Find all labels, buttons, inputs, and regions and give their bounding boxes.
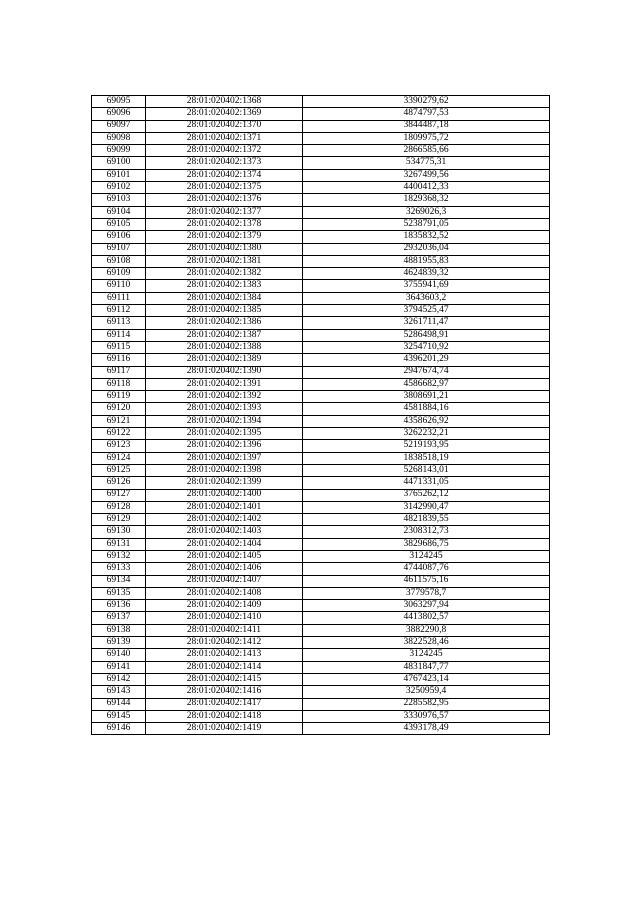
value-cell: 4396201,29 bbox=[303, 354, 550, 366]
row-number-cell: 69097 bbox=[92, 120, 146, 132]
value-cell: 4767423,14 bbox=[303, 673, 550, 685]
table-row bbox=[92, 391, 550, 403]
table-row bbox=[92, 440, 550, 452]
table-row bbox=[92, 501, 550, 513]
cadastral-number-cell: 28:01:020402:1370 bbox=[146, 120, 303, 132]
value-cell: 3330976,57 bbox=[303, 710, 550, 722]
table-row bbox=[92, 329, 550, 341]
table-row bbox=[92, 157, 550, 169]
value-cell: 3755941,69 bbox=[303, 280, 550, 292]
value-cell: 4624839,32 bbox=[303, 268, 550, 280]
row-number-cell: 69102 bbox=[92, 182, 146, 194]
row-number-cell: 69145 bbox=[92, 710, 146, 722]
cadastral-number-cell: 28:01:020402:1381 bbox=[146, 255, 303, 267]
registry-table bbox=[91, 95, 550, 735]
table-row bbox=[92, 206, 550, 218]
row-number-cell: 69125 bbox=[92, 464, 146, 476]
table-row bbox=[92, 268, 550, 280]
table-row bbox=[92, 280, 550, 292]
value-cell: 4611575,16 bbox=[303, 575, 550, 587]
row-number-cell: 69130 bbox=[92, 526, 146, 538]
cadastral-number-cell: 28:01:020402:1404 bbox=[146, 538, 303, 550]
cadastral-number-cell: 28:01:020402:1395 bbox=[146, 428, 303, 440]
cadastral-number-cell: 28:01:020402:1388 bbox=[146, 341, 303, 353]
value-cell: 3250959,4 bbox=[303, 686, 550, 698]
value-cell: 5238791,05 bbox=[303, 218, 550, 230]
table-row bbox=[92, 354, 550, 366]
table-row bbox=[92, 464, 550, 476]
cadastral-number-cell: 28:01:020402:1369 bbox=[146, 108, 303, 120]
row-number-cell: 69129 bbox=[92, 514, 146, 526]
cadastral-number-cell: 28:01:020402:1410 bbox=[146, 612, 303, 624]
row-number-cell: 69143 bbox=[92, 686, 146, 698]
table-row bbox=[92, 428, 550, 440]
row-number-cell: 69110 bbox=[92, 280, 146, 292]
table-row bbox=[92, 169, 550, 181]
value-cell: 2932036,04 bbox=[303, 243, 550, 255]
row-number-cell: 69132 bbox=[92, 550, 146, 562]
value-cell: 5268143,01 bbox=[303, 464, 550, 476]
value-cell: 4413802,57 bbox=[303, 612, 550, 624]
row-number-cell: 69117 bbox=[92, 366, 146, 378]
cadastral-number-cell: 28:01:020402:1394 bbox=[146, 415, 303, 427]
value-cell: 3261711,47 bbox=[303, 317, 550, 329]
table-row bbox=[92, 255, 550, 267]
cadastral-number-cell: 28:01:020402:1412 bbox=[146, 637, 303, 649]
value-cell: 4358626,92 bbox=[303, 415, 550, 427]
table-row bbox=[92, 526, 550, 538]
cadastral-number-cell: 28:01:020402:1405 bbox=[146, 550, 303, 562]
table-row bbox=[92, 538, 550, 550]
cadastral-number-cell: 28:01:020402:1368 bbox=[146, 96, 303, 108]
cadastral-number-cell: 28:01:020402:1407 bbox=[146, 575, 303, 587]
value-cell: 3124245 bbox=[303, 550, 550, 562]
table-row bbox=[92, 194, 550, 206]
table-row bbox=[92, 378, 550, 390]
value-cell: 5219193,95 bbox=[303, 440, 550, 452]
cadastral-number-cell: 28:01:020402:1372 bbox=[146, 145, 303, 157]
row-number-cell: 69100 bbox=[92, 157, 146, 169]
table-row bbox=[92, 477, 550, 489]
cadastral-number-cell: 28:01:020402:1400 bbox=[146, 489, 303, 501]
value-cell: 4821839,55 bbox=[303, 514, 550, 526]
value-cell: 1809975,72 bbox=[303, 132, 550, 144]
cadastral-number-cell: 28:01:020402:1393 bbox=[146, 403, 303, 415]
table-row bbox=[92, 452, 550, 464]
cadastral-number-cell: 28:01:020402:1374 bbox=[146, 169, 303, 181]
row-number-cell: 69118 bbox=[92, 378, 146, 390]
value-cell: 5286498,91 bbox=[303, 329, 550, 341]
table-row bbox=[92, 587, 550, 599]
row-number-cell: 69138 bbox=[92, 624, 146, 636]
cadastral-number-cell: 28:01:020402:1413 bbox=[146, 649, 303, 661]
value-cell: 3269026,3 bbox=[303, 206, 550, 218]
value-cell: 3063297,94 bbox=[303, 600, 550, 612]
cadastral-number-cell: 28:01:020402:1414 bbox=[146, 661, 303, 673]
row-number-cell: 69095 bbox=[92, 96, 146, 108]
row-number-cell: 69106 bbox=[92, 231, 146, 243]
table-row bbox=[92, 624, 550, 636]
cadastral-number-cell: 28:01:020402:1371 bbox=[146, 132, 303, 144]
row-number-cell: 69135 bbox=[92, 587, 146, 599]
row-number-cell: 69105 bbox=[92, 218, 146, 230]
row-number-cell: 69109 bbox=[92, 268, 146, 280]
row-number-cell: 69124 bbox=[92, 452, 146, 464]
row-number-cell: 69146 bbox=[92, 723, 146, 735]
cadastral-number-cell: 28:01:020402:1409 bbox=[146, 600, 303, 612]
value-cell: 3267499,56 bbox=[303, 169, 550, 181]
row-number-cell: 69141 bbox=[92, 661, 146, 673]
table-row bbox=[92, 550, 550, 562]
value-cell: 3390279,62 bbox=[303, 96, 550, 108]
cadastral-number-cell: 28:01:020402:1383 bbox=[146, 280, 303, 292]
row-number-cell: 69112 bbox=[92, 305, 146, 317]
table-row bbox=[92, 612, 550, 624]
table-row bbox=[92, 292, 550, 304]
value-cell: 3829686,75 bbox=[303, 538, 550, 550]
cadastral-number-cell: 28:01:020402:1376 bbox=[146, 194, 303, 206]
registry-table-body bbox=[92, 96, 550, 735]
value-cell: 2308312,73 bbox=[303, 526, 550, 538]
table-row bbox=[92, 649, 550, 661]
cadastral-number-cell: 28:01:020402:1378 bbox=[146, 218, 303, 230]
row-number-cell: 69103 bbox=[92, 194, 146, 206]
table-row bbox=[92, 305, 550, 317]
value-cell: 3765262,12 bbox=[303, 489, 550, 501]
row-number-cell: 69137 bbox=[92, 612, 146, 624]
cadastral-number-cell: 28:01:020402:1406 bbox=[146, 563, 303, 575]
value-cell: 3142990,47 bbox=[303, 501, 550, 513]
table-row bbox=[92, 600, 550, 612]
table-row bbox=[92, 96, 550, 108]
row-number-cell: 69126 bbox=[92, 477, 146, 489]
table-row bbox=[92, 403, 550, 415]
value-cell: 4744087,76 bbox=[303, 563, 550, 575]
cadastral-number-cell: 28:01:020402:1411 bbox=[146, 624, 303, 636]
row-number-cell: 69128 bbox=[92, 501, 146, 513]
table-row bbox=[92, 120, 550, 132]
row-number-cell: 69139 bbox=[92, 637, 146, 649]
value-cell: 4874797,53 bbox=[303, 108, 550, 120]
row-number-cell: 69113 bbox=[92, 317, 146, 329]
value-cell: 2947674,74 bbox=[303, 366, 550, 378]
table-row bbox=[92, 723, 550, 735]
value-cell: 1829368,32 bbox=[303, 194, 550, 206]
value-cell: 4471331,05 bbox=[303, 477, 550, 489]
value-cell: 3822528,46 bbox=[303, 637, 550, 649]
value-cell: 1835832,52 bbox=[303, 231, 550, 243]
row-number-cell: 69119 bbox=[92, 391, 146, 403]
row-number-cell: 69134 bbox=[92, 575, 146, 587]
value-cell: 4881955,83 bbox=[303, 255, 550, 267]
table-row bbox=[92, 489, 550, 501]
table-row bbox=[92, 686, 550, 698]
row-number-cell: 69111 bbox=[92, 292, 146, 304]
row-number-cell: 69142 bbox=[92, 673, 146, 685]
cadastral-number-cell: 28:01:020402:1416 bbox=[146, 686, 303, 698]
table-row bbox=[92, 317, 550, 329]
value-cell: 3882290,8 bbox=[303, 624, 550, 636]
cadastral-number-cell: 28:01:020402:1396 bbox=[146, 440, 303, 452]
cadastral-number-cell: 28:01:020402:1408 bbox=[146, 587, 303, 599]
cadastral-number-cell: 28:01:020402:1387 bbox=[146, 329, 303, 341]
row-number-cell: 69099 bbox=[92, 145, 146, 157]
cadastral-number-cell: 28:01:020402:1417 bbox=[146, 698, 303, 710]
cadastral-number-cell: 28:01:020402:1392 bbox=[146, 391, 303, 403]
row-number-cell: 69120 bbox=[92, 403, 146, 415]
row-number-cell: 69107 bbox=[92, 243, 146, 255]
cadastral-number-cell: 28:01:020402:1377 bbox=[146, 206, 303, 218]
row-number-cell: 69115 bbox=[92, 341, 146, 353]
row-number-cell: 69101 bbox=[92, 169, 146, 181]
table-row bbox=[92, 218, 550, 230]
cadastral-number-cell: 28:01:020402:1386 bbox=[146, 317, 303, 329]
value-cell: 2285582,95 bbox=[303, 698, 550, 710]
value-cell: 3643603,2 bbox=[303, 292, 550, 304]
row-number-cell: 69122 bbox=[92, 428, 146, 440]
value-cell: 1838518,19 bbox=[303, 452, 550, 464]
table-row bbox=[92, 673, 550, 685]
table-row bbox=[92, 341, 550, 353]
value-cell: 4586682,97 bbox=[303, 378, 550, 390]
row-number-cell: 69144 bbox=[92, 698, 146, 710]
value-cell: 4831847,77 bbox=[303, 661, 550, 673]
row-number-cell: 69131 bbox=[92, 538, 146, 550]
cadastral-number-cell: 28:01:020402:1403 bbox=[146, 526, 303, 538]
row-number-cell: 69108 bbox=[92, 255, 146, 267]
table-row bbox=[92, 132, 550, 144]
row-number-cell: 69096 bbox=[92, 108, 146, 120]
cadastral-number-cell: 28:01:020402:1391 bbox=[146, 378, 303, 390]
table-row bbox=[92, 415, 550, 427]
row-number-cell: 69116 bbox=[92, 354, 146, 366]
value-cell: 3844487,18 bbox=[303, 120, 550, 132]
row-number-cell: 69098 bbox=[92, 132, 146, 144]
cadastral-number-cell: 28:01:020402:1384 bbox=[146, 292, 303, 304]
value-cell: 4393178,49 bbox=[303, 723, 550, 735]
value-cell: 4581884,16 bbox=[303, 403, 550, 415]
cadastral-number-cell: 28:01:020402:1382 bbox=[146, 268, 303, 280]
cadastral-number-cell: 28:01:020402:1419 bbox=[146, 723, 303, 735]
table-row bbox=[92, 182, 550, 194]
row-number-cell: 69114 bbox=[92, 329, 146, 341]
table-row bbox=[92, 710, 550, 722]
row-number-cell: 69133 bbox=[92, 563, 146, 575]
table-row bbox=[92, 637, 550, 649]
cadastral-number-cell: 28:01:020402:1418 bbox=[146, 710, 303, 722]
cadastral-number-cell: 28:01:020402:1399 bbox=[146, 477, 303, 489]
cadastral-number-cell: 28:01:020402:1379 bbox=[146, 231, 303, 243]
value-cell: 3808691,21 bbox=[303, 391, 550, 403]
value-cell: 3254710,92 bbox=[303, 341, 550, 353]
row-number-cell: 69123 bbox=[92, 440, 146, 452]
value-cell: 3262232,21 bbox=[303, 428, 550, 440]
row-number-cell: 69104 bbox=[92, 206, 146, 218]
value-cell: 3124245 bbox=[303, 649, 550, 661]
table-row bbox=[92, 366, 550, 378]
table-row bbox=[92, 514, 550, 526]
cadastral-number-cell: 28:01:020402:1401 bbox=[146, 501, 303, 513]
cadastral-number-cell: 28:01:020402:1398 bbox=[146, 464, 303, 476]
row-number-cell: 69121 bbox=[92, 415, 146, 427]
row-number-cell: 69136 bbox=[92, 600, 146, 612]
cadastral-number-cell: 28:01:020402:1397 bbox=[146, 452, 303, 464]
value-cell: 534775,31 bbox=[303, 157, 550, 169]
value-cell: 2866585,66 bbox=[303, 145, 550, 157]
table-row bbox=[92, 698, 550, 710]
cadastral-number-cell: 28:01:020402:1380 bbox=[146, 243, 303, 255]
row-number-cell: 69140 bbox=[92, 649, 146, 661]
table-row bbox=[92, 661, 550, 673]
row-number-cell: 69127 bbox=[92, 489, 146, 501]
cadastral-number-cell: 28:01:020402:1373 bbox=[146, 157, 303, 169]
table-row bbox=[92, 145, 550, 157]
cadastral-number-cell: 28:01:020402:1385 bbox=[146, 305, 303, 317]
cadastral-number-cell: 28:01:020402:1415 bbox=[146, 673, 303, 685]
cadastral-number-cell: 28:01:020402:1402 bbox=[146, 514, 303, 526]
cadastral-number-cell: 28:01:020402:1390 bbox=[146, 366, 303, 378]
value-cell: 4400412,33 bbox=[303, 182, 550, 194]
cadastral-number-cell: 28:01:020402:1375 bbox=[146, 182, 303, 194]
table-row bbox=[92, 575, 550, 587]
cadastral-number-cell: 28:01:020402:1389 bbox=[146, 354, 303, 366]
table-row bbox=[92, 108, 550, 120]
value-cell: 3779578,7 bbox=[303, 587, 550, 599]
table-row bbox=[92, 243, 550, 255]
table-row bbox=[92, 231, 550, 243]
value-cell: 3794525,47 bbox=[303, 305, 550, 317]
table-row bbox=[92, 563, 550, 575]
